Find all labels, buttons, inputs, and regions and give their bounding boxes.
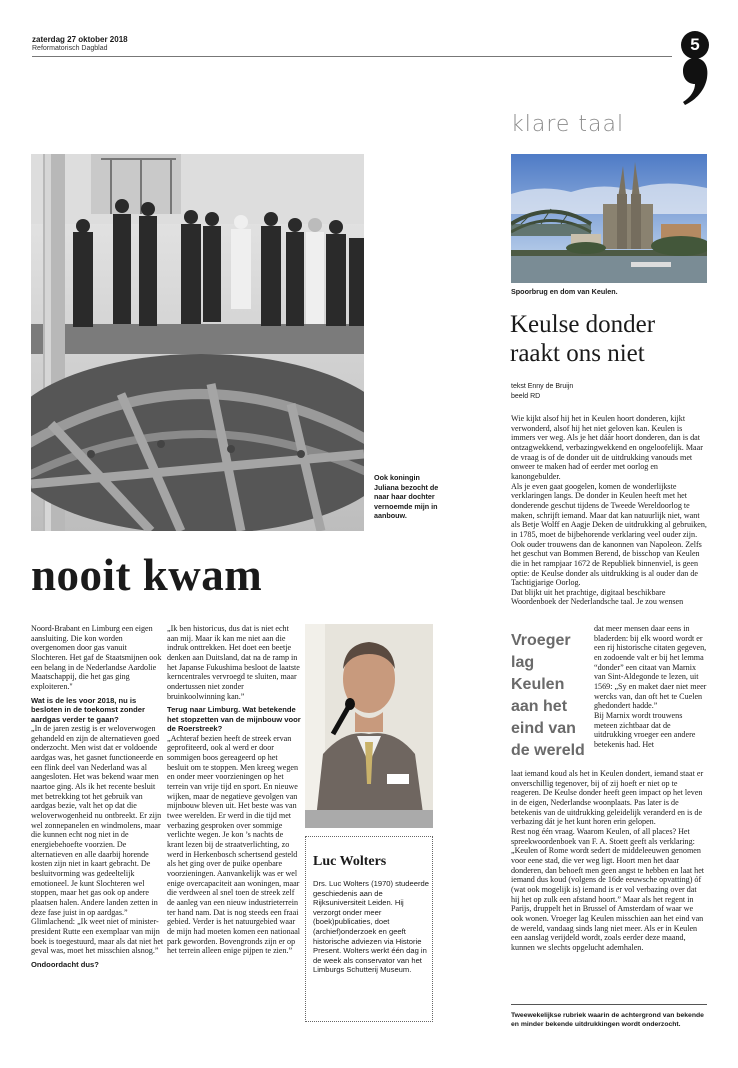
paragraph: „In de jaren zestig is er weloverwogen gehandeld en zijn de alternatieven goed onderzocht. Men wist dat er voldoende aardgas was, het gasnet functioneerde en een flink deel van Nederland was al aangesloten. Het was bekend waar men naartoe ging. Als ik het recente besluit met betrekking tot het gebruik van aardgas bezie, valt het op dat die weloverwogenheid nu ontbreekt. Er zijn wel zonnepanelen en windmolens, maar die kunnen echt nog niet in de energiebehoefte voorzien. De alternatieven en alle daarbij horende kosten zijn niet in kaart gebracht. De besluitvorming was gedeeltelijk emotioneel. Je kunt Slochteren wel stoppen, maar het gas ook op andere plaatsen halen. Andere landen zetten in deze fase juist in op aardgas.” Glimlachend: „Ik weet niet of minister-president Rutte een exemplaar van mijn boek is toegestuurd, maar als dat niet het geval was, moet het misschien alsnog.” <box>31 724 164 956</box>
interview-question: Wat is de les voor 2018, nu is besloten in de toekomst zonder aardgas verder te gaan? <box>31 695 145 724</box>
article-body-top: Wie kijkt alsof hij het in Keulen hoort donderen, kijkt verwonderd, alsof hij het niet geloven kan. Keulen is immers ver weg. Als je het dáár hoort donderen, dan is dat ontzagwekkend, verbazingwekkend en ongeloofelijk. Maar de vraag is of de donder uit de uitdrukking vanouds met onweer te maken had of eerder met oorlog en kanongebulder. Als je even gaat googelen, komen de wonderlijkste verklaringen langs. De donder in Keulen heeft met het donderende geschut tijdens de Tweede Wereldoorlog te maken, schrijft iemand. Maar dat kan natuurlijk niet, want als Betje Wolff en Aagje Deken de uitdrukking al gebruiken, in 1785, moet de bijbehorende verklaring veel ouder zijn. Ook ouder trouwens dan de kanonnen van Napoleon. Zelfs het geschut van Bommen Berend, de bisschop van Keulen die in het rampjaar 1672 de Republiek binnenviel, is geen optie: de Keulse donder als uitdrukking is al ouder dan de Tachtigjarige Oorlog. Dat blijkt uit het prachtige, digitaal beschikbare Woordenboek der Nederlandsche taal. Je zou wensen <box>511 414 707 607</box>
byline-image: beeld RD <box>511 392 541 400</box>
byline <box>511 382 573 401</box>
issue-date: zaterdag 27 oktober 2018 <box>32 35 128 44</box>
page-number: 5 <box>681 31 709 59</box>
article-body-bottom: laat iemand koud als het in Keulen dondert, iemand staat er onverschillig tegenover, bij of zij hoeft er niet op te reageren. De Keulse donder heeft geen impact op het leven in de eigen, Nederlandse woonplaats. Pas later is de betekenis van de uitdrukking geleidelijk veranderd en is de verbazing dát je het kunt horen erin gelopen. Rest nog één vraag. Waarom Keulen, of all places? Het spreekwoordenboek van F. A. Stoett geeft als verklaring: „Keulen of Rome wordt sedert de middeleeuwen genomen voor eene stad, die ver weg ligt. Hoort men het daar donderen, dan behoeft men geen angst te hebben en laat het iemand dus koud (volgens de 16de eeuwsche opvatting) óf (wat ook mogelijk is) iemand is er vol verbazing over dat hij het op zulk een afstand hoort.” Maar als het regent in Parijs, druppelt het in Brussel of Amsterdam of waar we ook wonen. Vroeger lag Keulen misschien aan het eind van de wereld, vandaag sinds lang niet meer. Als er in Keulen een aanslag verijdeld wordt, zoals eerder deze maand, kunnen we slechts opgelucht ademhalen. <box>511 769 705 952</box>
luc-wolters-photo <box>305 624 433 828</box>
column-footer-note: Tweewekelijkse rubriek waarin de achtergrond van bekende en minder bekende uitdrukkingen wordt onderzocht. <box>511 1012 704 1028</box>
interview-question: Ondoordacht dus? <box>31 959 99 969</box>
article-headline: nooit kwam <box>31 550 263 600</box>
article-column-2 <box>167 624 301 956</box>
footer-divider <box>511 1004 707 1005</box>
comma-logo-icon <box>680 56 710 106</box>
pull-quote: Vroeger lag Keulen aan het eind van de wereld <box>511 632 585 759</box>
newspaper-name: Reformatorisch Dagblad <box>32 45 108 52</box>
profile-bio: Drs. Luc Wolters (1970) studeerde geschiedenis aan de Rijksuniversiteit Leiden. Hij verzorgt onder meer (boek)publicaties, doet (archief)onderzoek en geeft historische adviezen via Historie Present. Wolters werkt één dag in de week als conservator van het Limburgs Schutterij Museum. <box>313 879 429 975</box>
mine-construction-photo <box>31 154 364 531</box>
cologne-photo-caption: Spoorbrug en dom van Keulen. <box>511 287 618 296</box>
byline-text: tekst Enny de Bruijn <box>511 383 574 390</box>
section-title: klare taal <box>511 112 625 137</box>
mine-photo-caption: Ook koningin Juliana bezocht de naar haar dochter vernoemde mijn in aanbouw. <box>374 473 439 520</box>
interview-question: Terug naar Limburg. Wat betekende het stopzetten van de mijnbouw voor de Roerstreek? <box>167 705 301 734</box>
cologne-photo <box>511 154 707 283</box>
article-column-1 <box>31 624 164 969</box>
profile-name: Luc Wolters <box>313 854 387 869</box>
article-title: Keulse donder raakt ons niet <box>510 311 656 367</box>
article-body-beside-quote: dat meer mensen daar eens in bladerden: bij elk woord wordt er een rij historische citaten gegeven, en zodoende valt er bij het lemma “donder” een citaat van Marnix van Sint-Aldegonde te lezen, uit 1569: „Sy en maket daer niet meer wercks van, dan oft het te Cuelen ghedondert hadde.” Bij Marnix wordt trouwens meteen zichtbaar dat de uitdrukking vroeger een andere betekenis had. Het <box>594 624 707 749</box>
paragraph: Noord-Brabant en Limburg een eigen aansluiting. Die kon worden overgenomen door gas vanuit Slochteren. Het gaf de Staatsmijnen ook een belang in de Nederlandse Aardolie Maatschappij, die het gas ging exploiteren." <box>31 624 162 691</box>
paragraph: „Achteraf bezien heeft de streek ervan geprofiteerd, ook al werd er door sommigen boos gereageerd op het besluit om te stoppen. Men kreeg wegen en onder meer voorzieningen op het terrein van vrije tijd en sport. En nieuwe wijken, maar de negatieve gevolgen van mijnbouw bleven uit. Het beste was van twee werelden. Er werd in die tijd met verbazing gesproken over sommige verlichte wegen. Je kon ’s nachts de krant lezen bij de straatverlichting, zo werd in Herkenbosch schertsend gesteld als het ging over de puike openbare voorzieningen. Aanvankelijk was er wel enige overcapaciteit aan woningen, maar die verdween al snel toen de streek zelf de aanleg van een nieuw industrieterrein ter hand nam. Dat is nog steeds een fraai gebied. Verder is het natuurgebied waar de mijn had moeten komen een nationaal park geworden. Bovengronds zijn er op het terrein alleen enige pijpen te zien.” <box>167 733 301 956</box>
paragraph: „Ik ben historicus, dus dat is niet echt aan mij. Maar ik kan me niet aan die indruk onttrekken. Het doet een beetje denken aan Duitsland, dat na de ramp in het Japanse Fukushima besloot de laatste kerncentrales vervroegd te sluiten, maar ondertussen niet zonder bruinkoolwinning kan.” <box>167 624 300 701</box>
header-divider <box>32 56 672 57</box>
